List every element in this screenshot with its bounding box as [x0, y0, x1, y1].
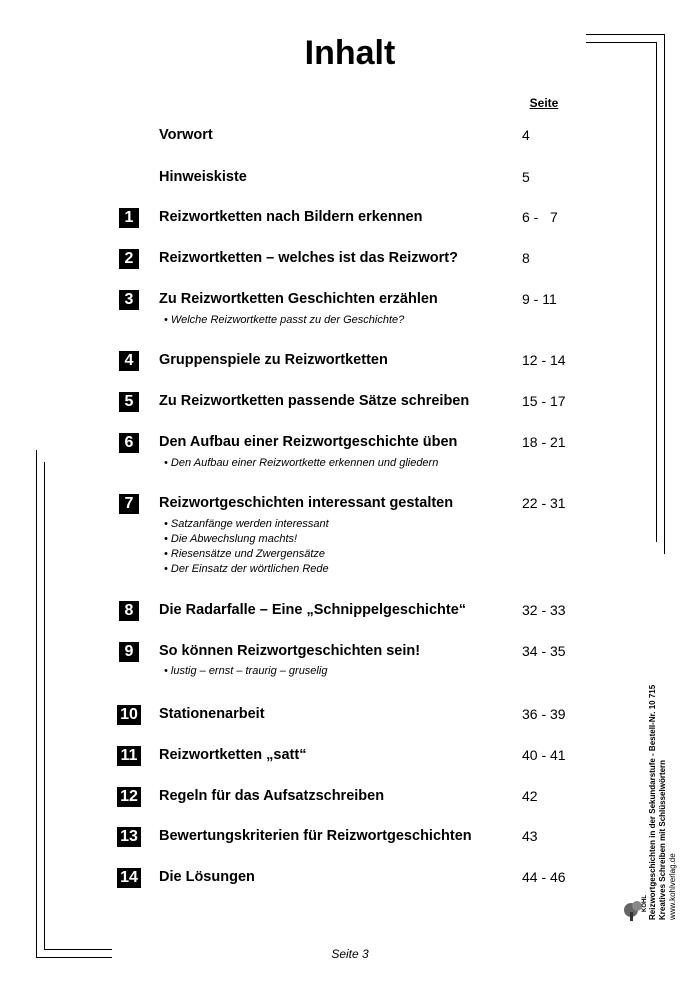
toc-entry	[0, 787, 700, 807]
page-title: Inhalt	[304, 34, 396, 72]
chapter-subtopics	[164, 517, 329, 577]
chapter-title: Regeln für das Aufsatzschreiben	[159, 788, 385, 804]
frame-right-line-inner	[656, 42, 657, 542]
chapter-number: 1	[119, 208, 139, 228]
chapter-pages: 42	[522, 788, 538, 804]
chapter-pages: 5	[522, 169, 530, 185]
chapter-number: 13	[117, 827, 141, 847]
chapter-title: Stationenarbeit	[159, 706, 265, 722]
chapter-number: 12	[117, 787, 141, 807]
chapter-title: Reizwortketten „satt“	[159, 747, 307, 763]
chapter-title: Zu Reizwortketten Geschichten erzählen	[159, 291, 438, 307]
toc-entry	[0, 290, 700, 310]
chapter-pages: 9 - 11	[522, 291, 557, 307]
chapter-number: 10	[117, 705, 141, 725]
chapter-number: 14	[117, 868, 141, 888]
publisher-logo	[622, 862, 648, 922]
chapter-pages: 40 - 41	[522, 747, 566, 763]
chapter-pages: 4	[522, 127, 530, 143]
chapter-pages: 34 - 35	[522, 643, 566, 659]
page-number-footer: Seite 3	[331, 947, 369, 961]
chapter-subtopics	[164, 456, 438, 471]
chapter-number: 4	[119, 351, 139, 371]
chapter-title: Reizwortgeschichten interessant gestalten	[159, 495, 454, 511]
toc-entry	[0, 392, 700, 412]
chapter-number: 11	[117, 746, 141, 766]
chapter-pages: 8	[522, 250, 530, 266]
toc-entry	[0, 351, 700, 371]
chapter-number: 8	[119, 601, 139, 621]
chapter-title: Zu Reizwortketten passende Sätze schreiben	[159, 393, 470, 409]
chapter-pages: 43	[522, 828, 538, 844]
chapter-title: Bewertungskriterien für Reizwortgeschichten	[159, 828, 472, 844]
toc-entry	[0, 168, 700, 188]
subtopic-item: • Satzanfänge werden interessant	[164, 518, 329, 530]
chapter-title: Reizwortketten nach Bildern erkennen	[159, 209, 423, 225]
frame-top-line-inner	[586, 42, 657, 43]
side-info-line1: Reizwortgeschichten in der Sekundarstufe - Bestell-Nr. 10 715	[648, 684, 657, 920]
subtopic-item: • lustig – ernst – traurig – gruselig	[164, 665, 328, 677]
subtopic-item: • Der Einsatz der wörtlichen Rede	[164, 563, 329, 575]
toc-entry	[0, 642, 700, 662]
pages-column-header: Seite	[529, 96, 559, 110]
frame-left-line-inner	[44, 462, 45, 950]
chapter-title: Die Lösungen	[159, 869, 255, 885]
toc-entry	[0, 126, 700, 146]
chapter-subtopics	[164, 664, 327, 679]
chapter-title: Hinweiskiste	[159, 169, 247, 185]
chapter-number: 6	[119, 433, 139, 453]
chapter-number: 9	[119, 642, 139, 662]
chapter-title: Die Radarfalle – Eine „Schnippelgeschichte“	[159, 602, 467, 618]
chapter-number: 3	[119, 290, 139, 310]
side-info-line3: www.kohlverlag.de	[668, 853, 677, 920]
toc-entry	[0, 433, 700, 453]
chapter-pages: 18 - 21	[522, 434, 566, 450]
subtopic-item: • Welche Reizwortkette passt zu der Geschichte?	[164, 314, 405, 326]
chapter-number: 2	[119, 249, 139, 269]
side-info-line2: Kreatives Schreiben mit Schlüsselwörtern	[658, 759, 667, 920]
toc-entry	[0, 208, 700, 228]
chapter-pages: 12 - 14	[522, 352, 566, 368]
frame-top-line-outer	[586, 34, 665, 35]
chapter-title: Gruppenspiele zu Reizwortketten	[159, 352, 388, 368]
chapter-number: 5	[119, 392, 139, 412]
toc-entry	[0, 494, 700, 514]
chapter-pages: 6 - 7	[522, 209, 558, 225]
toc-entry	[0, 827, 700, 847]
chapter-number: 7	[119, 494, 139, 514]
subtopic-item: • Riesensätze und Zwergensätze	[164, 548, 325, 560]
frame-right-line-outer	[664, 34, 665, 554]
chapter-pages: 22 - 31	[522, 495, 566, 511]
chapter-pages: 44 - 46	[522, 869, 566, 885]
chapter-pages: 15 - 17	[522, 393, 566, 409]
chapter-title: Reizwortketten – welches ist das Reizwort?	[159, 250, 458, 266]
side-info-text	[648, 590, 678, 920]
toc-entry	[0, 249, 700, 269]
chapter-title: So können Reizwortgeschichten sein!	[159, 643, 421, 659]
toc-entry	[0, 746, 700, 766]
chapter-pages: 36 - 39	[522, 706, 566, 722]
subtopic-item: • Die Abwechslung machts!	[164, 533, 298, 545]
chapter-subtopics	[164, 313, 404, 328]
chapter-title: Vorwort	[159, 127, 213, 143]
chapter-pages: 32 - 33	[522, 602, 566, 618]
logo-text: KOHL	[642, 895, 648, 912]
subtopic-item: • Den Aufbau einer Reizwortkette erkennen und gliedern	[164, 457, 439, 469]
publisher-side-info	[648, 596, 690, 920]
chapter-title: Den Aufbau einer Reizwortgeschichte üben	[159, 434, 458, 450]
toc-entry	[0, 868, 700, 888]
toc-entry	[0, 705, 700, 725]
frame-left-line-outer	[36, 450, 37, 958]
toc-entry	[0, 601, 700, 621]
